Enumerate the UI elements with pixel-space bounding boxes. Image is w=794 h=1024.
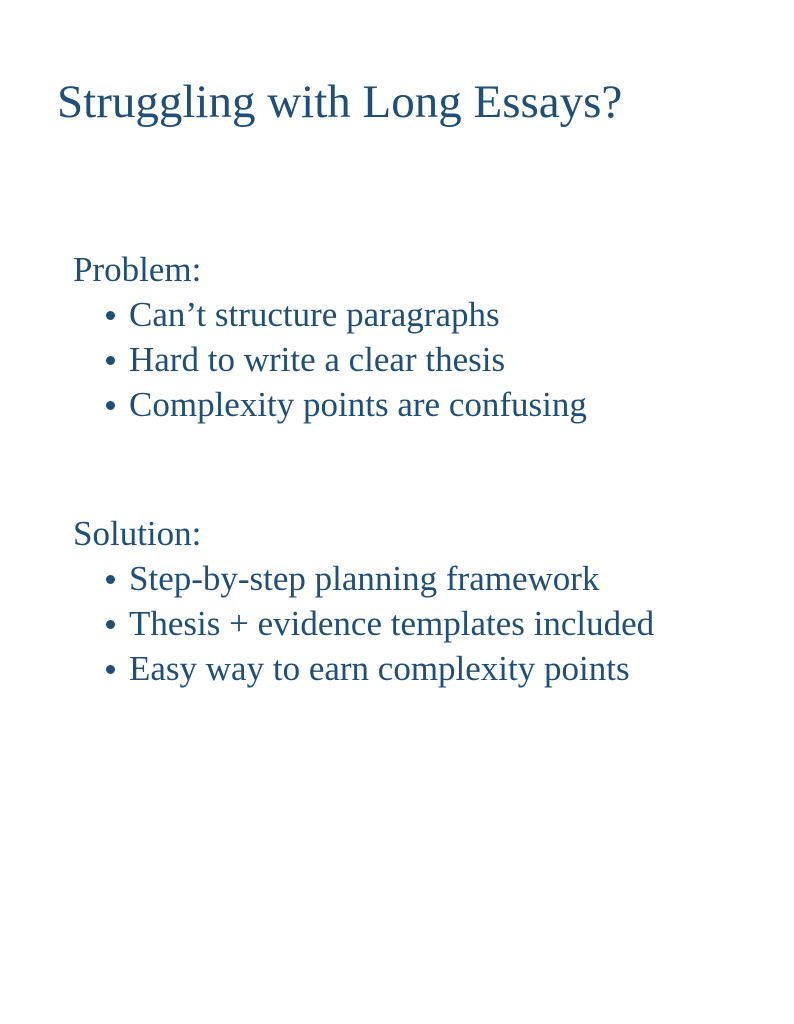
problem-item xyxy=(73,337,587,382)
bullet-icon xyxy=(106,401,115,410)
bullet-icon xyxy=(106,311,115,320)
solution-list xyxy=(73,556,654,691)
problem-item-text: Complexity points are confusing xyxy=(129,385,587,424)
solution-item-text: Easy way to earn complexity points xyxy=(129,649,630,688)
solution-item xyxy=(73,601,654,646)
solution-section xyxy=(73,512,654,691)
solution-item xyxy=(73,646,654,691)
page-title: Struggling with Long Essays? xyxy=(57,76,623,128)
problem-item-text: Can’t structure paragraphs xyxy=(129,295,500,334)
problem-item-text: Hard to write a clear thesis xyxy=(129,340,506,379)
problem-label: Problem: xyxy=(73,250,202,289)
problem-item xyxy=(73,382,587,427)
solution-item xyxy=(73,556,654,601)
bullet-icon xyxy=(106,575,115,584)
solution-item-text: Step-by-step planning framework xyxy=(129,559,600,598)
problem-item xyxy=(73,292,587,337)
bullet-icon xyxy=(106,620,115,629)
bullet-icon xyxy=(106,356,115,365)
solution-label: Solution: xyxy=(73,514,202,553)
problem-list xyxy=(73,292,587,427)
solution-item-text: Thesis + evidence templates included xyxy=(129,604,655,643)
bullet-icon xyxy=(106,665,115,674)
problem-section xyxy=(73,248,587,427)
